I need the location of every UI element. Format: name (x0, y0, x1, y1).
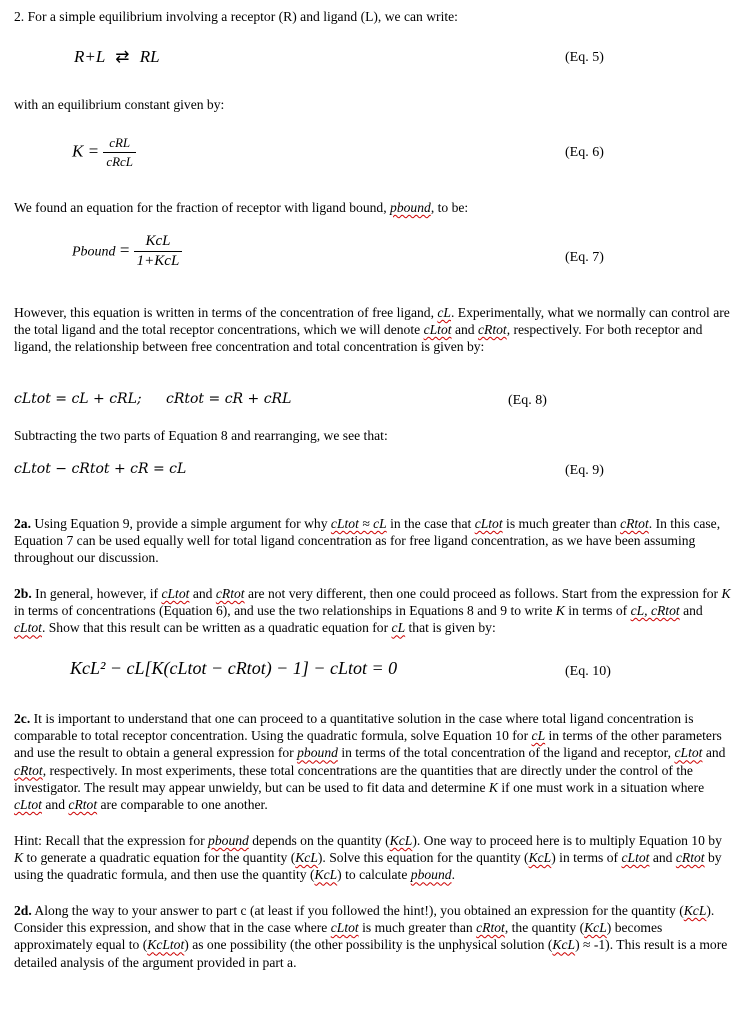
however-p3: and (454, 322, 475, 338)
p2d-t12: KcL (552, 937, 576, 953)
hint-t13: and (652, 850, 673, 866)
p2d-t13: ) ≈ -1). This result is a more detailed analysis of the argument provided in part a. (14, 937, 728, 970)
eq6-denominator: cRcL (106, 154, 134, 169)
p2d-t4: cLtot (330, 920, 359, 936)
p2d-t3: ). Consider this expression, and show that in the case where (14, 903, 715, 936)
eq6-lhs: K = (72, 141, 100, 161)
eq8-label: (Eq. 8) (508, 393, 547, 408)
hint-t17: ) to calculate (337, 867, 408, 883)
hint-t18: pbound (410, 867, 452, 883)
hint-t4: KcL (389, 833, 413, 848)
p2b-t15: that is given by: (408, 620, 496, 636)
intro-text: 2. For a simple equilibrium involving a receptor (R) and ligand (L), we can write: (14, 9, 458, 24)
part-2c-head: 2c. (14, 711, 31, 726)
hint-t16: KcL (314, 867, 338, 883)
hint-t15: by using the quadratic formula, and then use the quantity ( (14, 850, 722, 883)
found-post: , to be: (430, 200, 469, 215)
hint-t8: KcL (295, 850, 318, 866)
part-2c (14, 710, 732, 813)
subtracting-text: Subtracting the two parts of Equation 8 and rearranging, we see that: (14, 428, 388, 443)
p2d-t2: KcL (683, 903, 707, 918)
hint-t12: cLtot (621, 850, 650, 866)
p2a-t3: in the case that (390, 516, 472, 531)
equation-8b: cRtot = cR + cRL (166, 391, 292, 407)
with-constant-text: with an equilibrium constant given by: (14, 97, 225, 112)
part-2b-head: 2b. (14, 586, 32, 601)
hint-t19: . (451, 867, 455, 883)
hint-t10: KcL (528, 850, 552, 866)
p2b-t8: K (555, 603, 565, 619)
p2b-t10: cL, cRtot (630, 603, 680, 619)
eq7-numerator: KcL (134, 233, 183, 252)
eq6-numerator: cRL (103, 135, 136, 153)
p2d-t11: ) as one possibility (the other possibility is the unphysical solution ( (184, 937, 553, 953)
eq10-label: (Eq. 10) (565, 664, 611, 679)
p2a-t5: is much greater than (506, 516, 617, 531)
however-v3: cRtot (477, 322, 507, 338)
part-2d-head: 2d. (14, 903, 32, 918)
p2b-t6: K (721, 586, 731, 601)
p2a-t6: cRtot (620, 516, 649, 531)
p2a-t2: cLtot ≈ cL (330, 516, 387, 531)
hint-t11: ) in terms of (551, 850, 619, 866)
eq5-arrow: ⇄ (115, 47, 130, 66)
p2c-t2: cL (531, 728, 546, 744)
p2b-t7: in terms of concentrations (Equation 6), and use the two relationships in Equations 8 and 9 to write (14, 603, 553, 619)
p2b-t14: cL (391, 620, 406, 636)
p2c-t4: pbound (297, 745, 338, 761)
p2c-t12: cLtot (14, 797, 42, 813)
found-var: pbound (390, 200, 431, 215)
part-2a-head: 2a. (14, 516, 31, 531)
however-v1: cL (437, 305, 451, 320)
however-v2: cLtot (423, 322, 452, 338)
equation-8a: cLtot = cL + cRL; (14, 391, 142, 407)
p2a-t1: Using Equation 9, provide a simple argument for why (34, 516, 328, 531)
hint-t9: ). Solve this equation for the quantity ( (317, 850, 529, 866)
p2c-t8: cRtot (14, 762, 43, 778)
hint-paragraph (14, 832, 732, 884)
found-pre: We found an equation for the fraction of receptor with ligand bound, (14, 200, 387, 215)
equation-6 (72, 135, 136, 170)
p2c-t10: K (488, 779, 498, 795)
part-2a (14, 515, 732, 567)
p2c-t11: if one must work in a situation where (501, 779, 705, 795)
part-2b (14, 585, 732, 637)
p2d-t10: KcLtot (147, 937, 185, 953)
hint-t7: to generate a quadratic equation for the quantity ( (26, 850, 296, 866)
p2d-t1: Along the way to your answer to part c (at least if you followed the hint!), you obtained an expression for the quantity ( (34, 903, 684, 918)
p2b-t12: cLtot (14, 620, 42, 636)
p2b-t9: in terms of (568, 603, 628, 619)
eq7-label: (Eq. 7) (565, 250, 604, 265)
equation-7 (72, 233, 182, 270)
equation-5 (74, 47, 160, 67)
p2d-t7: , the quantity ( (504, 920, 585, 936)
part-2d (14, 902, 732, 971)
p2b-t1: In general, however, if (35, 586, 159, 601)
p2c-t15: are comparable to one another. (100, 797, 268, 813)
p2b-t11: and (683, 603, 703, 619)
p2d-t5: is much greater than (362, 920, 473, 936)
found-text (14, 199, 732, 216)
p2c-t9: , respectively. In most experiments, these total concentrations are the quantities that are directly under the control of the investigator. The result may appear unwieldy, but can be used to fit data and determine (14, 762, 693, 795)
however-paragraph (14, 304, 732, 356)
eq5-lhs: R+L (74, 47, 106, 66)
however-p2: . Experimentally, what we normally can control are the total ligand and the total receptor concentrations, which we will denote (14, 305, 730, 338)
p2b-t4: cRtot (215, 586, 245, 601)
equation-10: KcL² − cL[K(cLtot − cRtot) − 1] − cLtot = 0 (70, 658, 398, 678)
hint-t6: K (14, 850, 24, 866)
hint-t14: cRtot (675, 850, 705, 866)
hint-t5: ). One way to proceed here is to multiply Equation 10 by (412, 833, 722, 848)
p2d-t9: ) becomes approximately equal to ( (14, 920, 663, 953)
p2b-t5: are not very different, then one could proceed as follows. Start from the expression for (247, 586, 719, 601)
p2c-t13: and (45, 797, 65, 813)
p2c-t6: cLtot (674, 745, 703, 761)
p2d-t8: KcL (584, 920, 607, 936)
equation-9: cLtot − cRtot + cR = cL (14, 461, 187, 477)
however-p1: However, this equation is written in terms of the concentration of free ligand, (14, 305, 434, 320)
eq5-label: (Eq. 5) (565, 50, 604, 65)
p2a-t7: . In this case, Equation 7 can be used equally well for total ligand concentration as for free ligand concentration, as we have been assuming throughout our discussion. (14, 516, 721, 566)
p2b-t3: and (192, 586, 213, 601)
p2c-t14: cRtot (68, 797, 98, 813)
p2b-t2: cLtot (161, 586, 190, 601)
p2c-t3: in terms of the other parameters and use the result to obtain a general expression for (14, 728, 722, 761)
p2d-t6: cRtot (476, 920, 505, 936)
p2b-t13: . Show that this result can be written as a quadratic equation for (41, 620, 389, 636)
however-p4: , respectively. For both receptor and ligand, the relationship between free concentration and total concentration is given by: (14, 322, 703, 355)
hint-t2: pbound (208, 833, 249, 848)
eq9-label: (Eq. 9) (565, 463, 604, 478)
p2c-t1: It is important to understand that one can proceed to a quantitative solution in the case where total ligand concentration is comparable to total receptor concentration. Using the quadratic formula, solve Equation 10 for (14, 711, 694, 744)
hint-t3: depends on the quantity ( (252, 833, 390, 848)
eq6-label: (Eq. 6) (565, 145, 604, 160)
eq5-rhs: RL (139, 47, 160, 66)
p2a-t4: cLtot (474, 516, 503, 531)
hint-t1: Hint: Recall that the expression for (14, 833, 205, 848)
p2c-t5: in terms of the total concentration of the ligand and receptor, (341, 745, 672, 761)
eq7-denominator: 1+KcL (136, 253, 180, 269)
eq7-lhs: Pbound (72, 244, 116, 260)
eq7-eq: = (119, 240, 130, 260)
p2c-t7: and (705, 745, 726, 761)
